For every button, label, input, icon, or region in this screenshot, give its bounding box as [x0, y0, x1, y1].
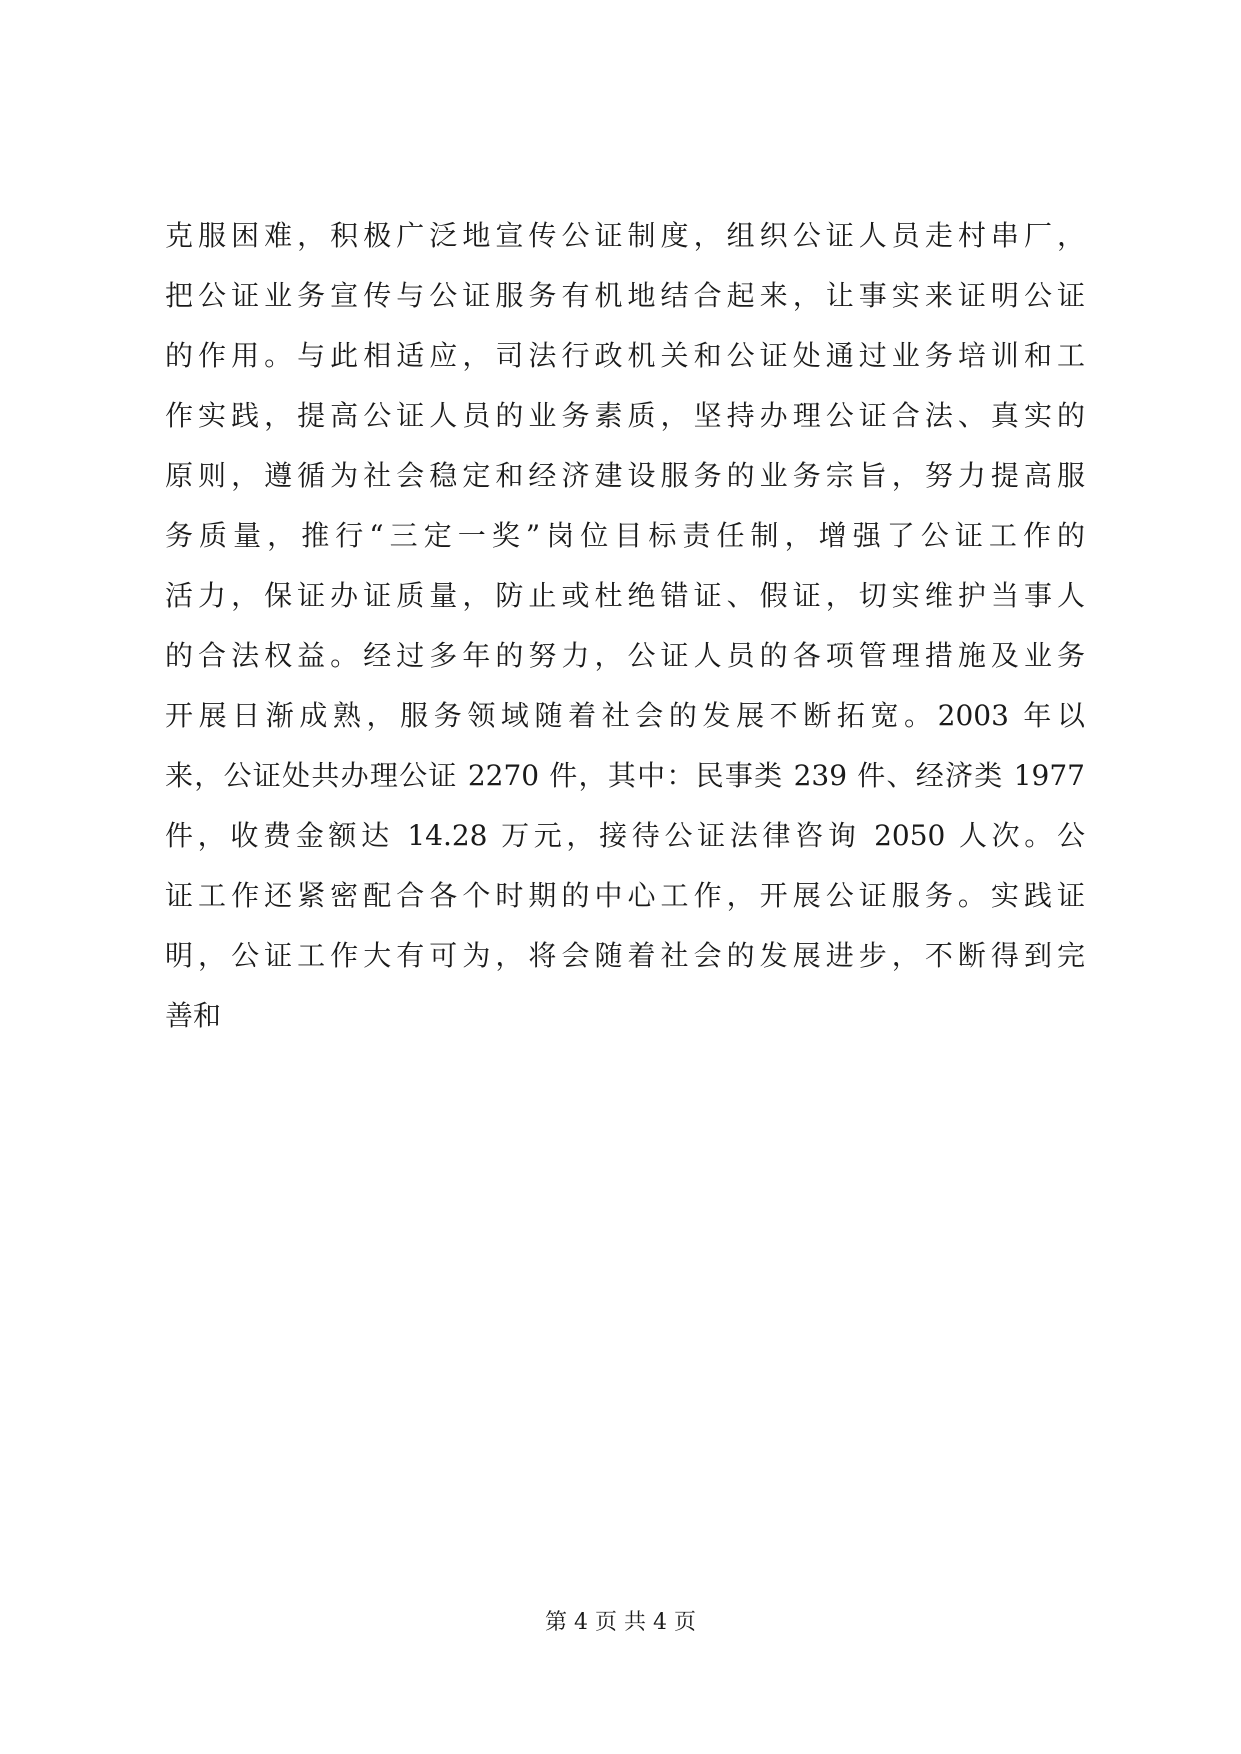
- text-line: 明，公证工作大有可为，将会随着社会的发展进步，不断得到完: [165, 939, 1085, 972]
- text-line: 克服困难，积极广泛地宣传公证制度，组织公证人员走村串厂，: [165, 219, 1085, 252]
- text-line: 件，收费金额达 14.28 万元，接待公证法律咨询 2050 人次。公: [165, 819, 1085, 852]
- body-text: [165, 206, 1085, 1046]
- text-line: 开展日渐成熟，服务领域随着社会的发展不断拓宽。2003 年以: [165, 699, 1085, 732]
- text-line: 来，公证处共办理公证 2270 件，其中：民事类 239 件、经济类 1977: [165, 759, 1085, 792]
- text-line: 务质量，推行“三定一奖”岗位目标责任制，增强了公证工作的: [165, 519, 1085, 552]
- text-line: 证工作还紧密配合各个时期的中心工作，开展公证服务。实践证: [165, 879, 1085, 912]
- text-line: 善和: [165, 999, 222, 1032]
- page-number-footer: 第 4 页 共 4 页: [545, 1610, 696, 1635]
- text-line: 的作用。与此相适应，司法行政机关和公证处通过业务培训和工: [165, 339, 1085, 372]
- text-line: 活力，保证办证质量，防止或杜绝错证、假证，切实维护当事人: [165, 579, 1085, 612]
- text-line: 把公证业务宣传与公证服务有机地结合起来，让事实来证明公证: [165, 279, 1085, 312]
- text-line: 的合法权益。经过多年的努力，公证人员的各项管理措施及业务: [165, 639, 1085, 672]
- text-line: 作实践，提高公证人员的业务素质，坚持办理公证合法、真实的: [165, 399, 1085, 432]
- text-line: 原则，遵循为社会稳定和经济建设服务的业务宗旨，努力提高服: [165, 459, 1085, 492]
